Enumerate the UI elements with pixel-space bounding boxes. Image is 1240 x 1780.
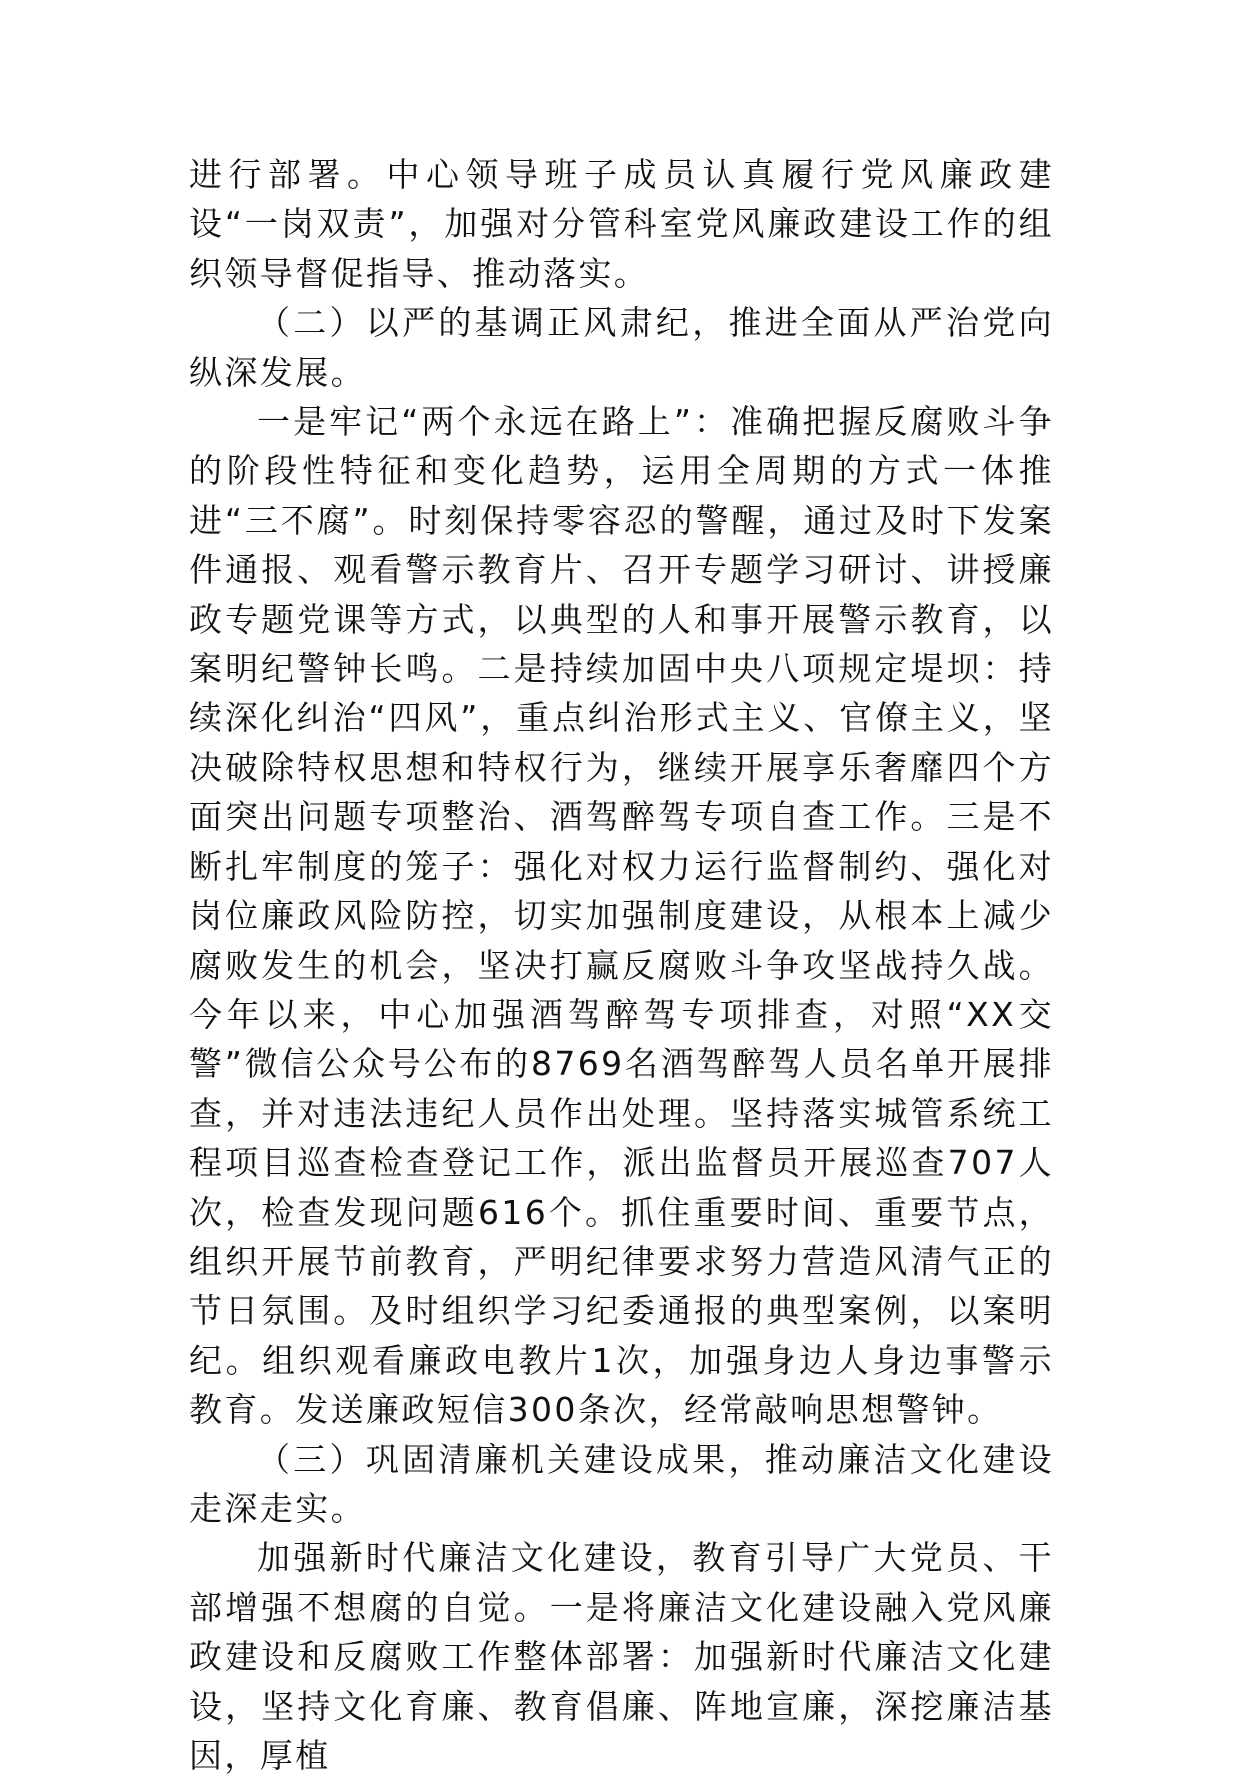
paragraph-body: 一是牢记“两个永远在路上”：准确把握反腐败斗争的阶段性特征和变化趋势，运用全周期的方式一体推进“三不腐”。时刻保持零容忍的警醒，通过及时下发案件通报、观看警示教育片、召开专题学习研讨、讲授廉政专题党课等方式，以典型的人和事开展警示教育，以案明纪警钟长鸣。二是持续加固中央八项规定堤坝：持续深化纠治“四风”，重点纠治形式主义、官僚主义，坚决破除特权思想和特权行为，继续开展享乐奢靡四个方面突出问题专项整治、酒驾醉驾专项自查工作。三是不断扎牢制度的笼子：强化对权力运行监督制约、强化对岗位廉政风险防控，切实加强制度建设，从根本上减少腐败发生的机会，坚决打赢反腐败斗争攻坚战持久战。今年以来，中心加强酒驾醉驾专项排查，对照“XX交警”微信公众号公布的8769名酒驾醉驾人员名单开展排查，并对违法违纪人员作出处理。坚持落实城管系统工程项目巡查检查登记工作，派出监督员开展巡查707人次，检查发现问题616个。抓住重要时间、重要节点，组织开展节前教育，严明纪律要求努力营造风清气正的节日氛围。及时组织学习纪委通报的典型案例，以案明纪。组织观看廉政电教片1次，加强身边人身边事警示教育。发送廉政短信300条次，经常敲响思想警钟。 xyxy=(189,402,1054,1430)
document-body xyxy=(189,150,1054,1780)
paragraph-continuation: 进行部署。中心领导班子成员认真履行党风廉政建设“一岗双责”，加强对分管科室党风廉政建设工作的组织领导督促指导、推动落实。 xyxy=(189,155,1054,293)
section-heading-3: （三）巩固清廉机关建设成果，推动廉洁文化建设走深走实。 xyxy=(189,1439,1054,1528)
section-heading-2: （二）以严的基调正风肃纪，推进全面从严治党向纵深发展。 xyxy=(189,303,1054,392)
paragraph-body: 加强新时代廉洁文化建设，教育引导广大党员、干部增强不想腐的自觉。一是将廉洁文化建设融入党风廉政建设和反腐败工作整体部署：加强新时代廉洁文化建设，坚持文化育廉、教育倡廉、阵地宣廉，深挖廉洁基因，厚植 xyxy=(189,1538,1054,1775)
